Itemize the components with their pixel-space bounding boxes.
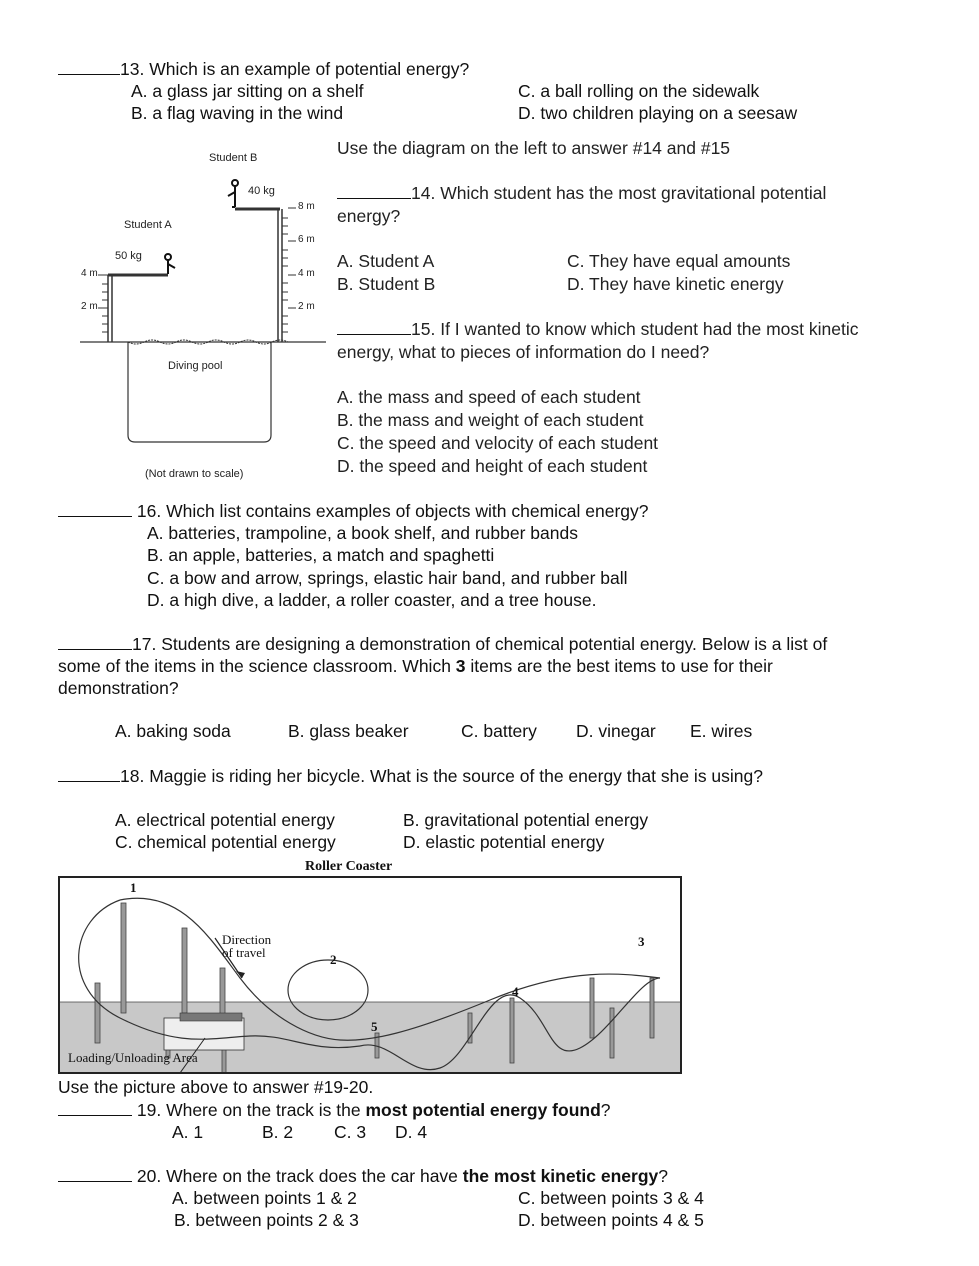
pool-label: Diving pool: [168, 360, 223, 372]
tick-2m-right: 2 m: [298, 301, 315, 312]
q15-option-b: B. the mass and weight of each student: [337, 410, 644, 430]
answer-blank-15[interactable]: [337, 319, 411, 335]
student-a-mass: 50 kg: [115, 250, 142, 262]
question-number: 19.: [136, 1100, 162, 1120]
point-3-label: 3: [638, 934, 645, 949]
q20-option-a: A. between points 1 & 2: [172, 1188, 357, 1208]
q15-option-a: A. the mass and speed of each student: [337, 387, 641, 407]
emphasis-count: 3: [455, 656, 466, 676]
q18-option-a: A. electrical potential energy: [115, 810, 335, 830]
question-text: Which list contains examples of objects with chemical energy?: [166, 501, 649, 521]
q20-option-c: C. between points 3 & 4: [518, 1188, 704, 1208]
question-14-line2: energy?: [337, 206, 401, 226]
question-15-line2: energy, what to pieces of information do I need?: [337, 342, 710, 362]
q16-option-d: D. a high dive, a ladder, a roller coaster, and a tree house.: [147, 590, 597, 610]
tick-8m: 8 m: [298, 201, 315, 212]
q16-option-a: A. batteries, trampoline, a book shelf, and rubber bands: [147, 523, 578, 543]
tick-2m-left: 2 m: [81, 301, 98, 312]
question-number: 16.: [136, 501, 162, 521]
tick-6m: 6 m: [298, 234, 315, 245]
roller-coaster-graphic: [60, 878, 680, 1072]
q16-option-b: B. an apple, batteries, a match and spaghetti: [147, 545, 495, 565]
question-number: 13.: [120, 59, 145, 79]
answer-blank-17[interactable]: [58, 634, 132, 650]
q18-option-d: D. elastic potential energy: [403, 832, 605, 852]
question-18: [58, 765, 763, 787]
question-number: 17.: [132, 634, 157, 654]
question-text: If I wanted to know which student had the most kinetic: [440, 319, 859, 339]
direction-label: Direction of travel: [222, 932, 272, 960]
q17-option-c: C. battery: [461, 721, 537, 741]
question-number: 20.: [136, 1166, 162, 1186]
diagram-instruction: Use the diagram on the left to answer #14 and #15: [337, 138, 731, 158]
q14-option-d: D. They have kinetic energy: [567, 274, 784, 294]
q16-option-c: C. a bow and arrow, springs, elastic hair band, and rubber ball: [147, 568, 628, 588]
diving-diagram: [78, 140, 328, 485]
q13-option-a: A. a glass jar sitting on a shelf: [131, 81, 364, 101]
question-17: [58, 633, 827, 655]
point-4-label: 4: [512, 984, 519, 999]
student-a-figure-icon: [165, 254, 175, 274]
tick-4m-right: 4 m: [298, 268, 315, 279]
answer-blank-20[interactable]: [58, 1166, 132, 1182]
question-19: 19. Where on the track is the most potential energy found?: [58, 1099, 611, 1121]
q14-option-c: C. They have equal amounts: [567, 251, 791, 271]
q20-option-d: D. between points 4 & 5: [518, 1210, 704, 1230]
question-13: [58, 58, 469, 80]
answer-blank-19[interactable]: [58, 1100, 132, 1116]
roller-coaster-diagram: [58, 876, 682, 1074]
answer-blank-18[interactable]: [58, 766, 120, 782]
q15-option-d: D. the speed and height of each student: [337, 456, 648, 476]
question-20: 20. Where on the track does the car have the most kinetic energy?: [58, 1165, 668, 1187]
question-text: Which student has the most gravitational potential: [440, 183, 827, 203]
point-1-label: 1: [130, 880, 137, 895]
q17-option-e: E. wires: [690, 721, 753, 741]
coaster-title: Roller Coaster: [305, 859, 393, 874]
q17-option-b: B. glass beaker: [288, 721, 409, 741]
student-b-mass: 40 kg: [248, 185, 275, 197]
student-a-label: Student A: [124, 219, 172, 231]
question-15: [337, 318, 859, 341]
q18-option-c: C. chemical potential energy: [115, 832, 336, 852]
q14-option-a: A. Student A: [337, 251, 435, 271]
question-number: 14.: [411, 183, 436, 203]
q19-option-a: A. 1: [172, 1122, 204, 1142]
q14-option-b: B. Student B: [337, 274, 436, 294]
question-text: Maggie is riding her bicycle. What is the source of the energy that she is using?: [149, 766, 763, 786]
question-text: Which is an example of potential energy?: [149, 59, 470, 79]
q19-option-c: C. 3: [334, 1122, 367, 1142]
answer-blank-14[interactable]: [337, 183, 411, 199]
question-number: 18.: [120, 766, 145, 786]
question-number: 15.: [411, 319, 436, 339]
q13-option-b: B. a flag waving in the wind: [131, 103, 344, 123]
q17-option-a: A. baking soda: [115, 721, 231, 741]
student-b-figure-icon: [228, 180, 238, 207]
scale-note: (Not drawn to scale): [145, 468, 244, 480]
q19-option-d: D. 4: [395, 1122, 428, 1142]
question-text: Students are designing a demonstration of chemical potential energy. Below is a list of: [161, 634, 828, 654]
question-16: [58, 500, 649, 522]
diving-diagram-graphic: [78, 140, 328, 485]
student-b-label: Student B: [209, 152, 258, 164]
q15-option-c: C. the speed and velocity of each student: [337, 433, 659, 453]
question-17-line3: demonstration?: [58, 678, 179, 698]
q13-option-d: D. two children playing on a seesaw: [518, 103, 798, 123]
q13-option-c: C. a ball rolling on the sidewalk: [518, 81, 760, 101]
q17-option-d: D. vinegar: [576, 721, 656, 741]
answer-blank-16[interactable]: [58, 501, 132, 517]
question-17-line2: some of the items in the science classroom. Which 3 items are the best items to use for their: [58, 656, 773, 676]
coaster-instruction: Use the picture above to answer #19-20.: [58, 1077, 374, 1097]
question-14: [337, 182, 826, 205]
tick-4m-left: 4 m: [81, 268, 98, 279]
loading-area-label: Loading/Unloading Area: [68, 1050, 198, 1065]
q20-option-b: B. between points 2 & 3: [174, 1210, 359, 1230]
answer-blank-13[interactable]: [58, 59, 120, 75]
point-2-label: 2: [330, 952, 337, 967]
q18-option-b: B. gravitational potential energy: [403, 810, 649, 830]
q19-option-b: B. 2: [262, 1122, 294, 1142]
point-5-label: 5: [371, 1019, 378, 1034]
